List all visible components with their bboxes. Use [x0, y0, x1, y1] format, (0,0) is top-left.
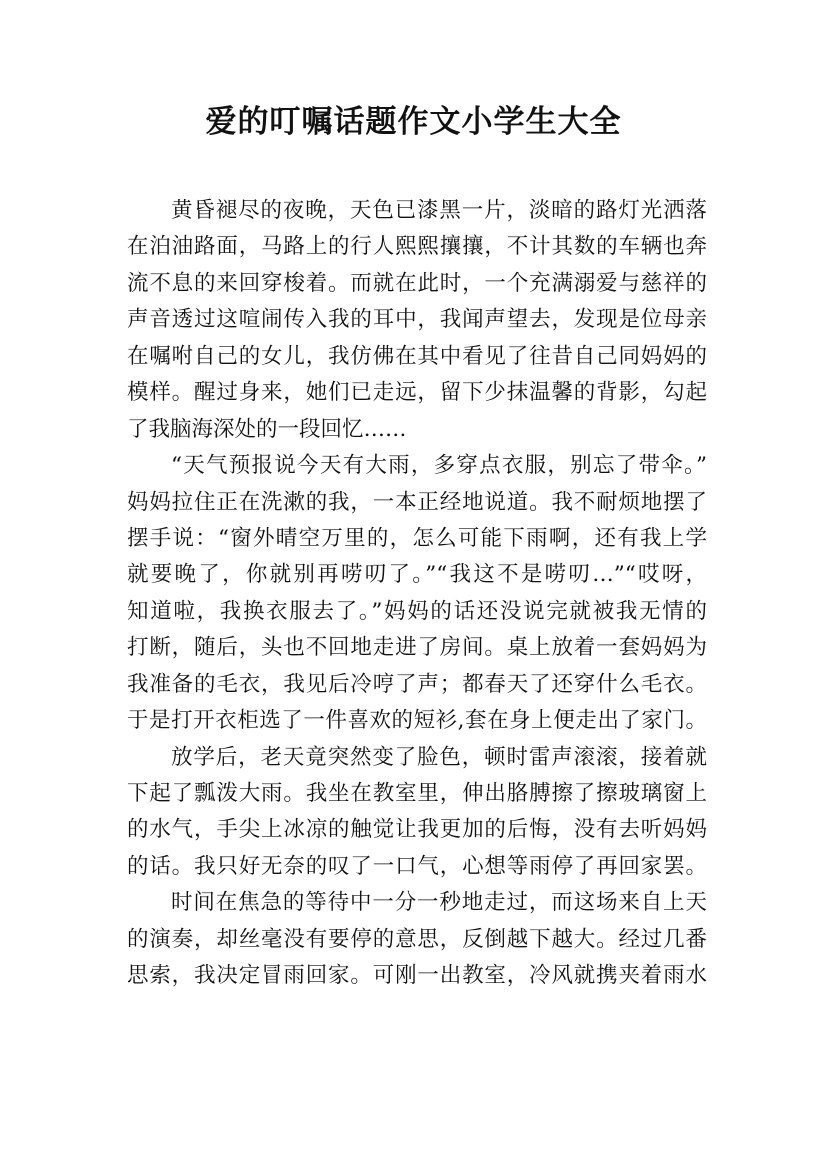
text-line: 流不息的来回穿梭着。而就在此时，一个充满溺爱与慈祥的 — [127, 270, 707, 296]
text-line: 模样。醒过身来，她们已走远，留下少抹温馨的背影，勾起 — [127, 380, 707, 406]
text-line: 声音透过这喧闹传入我的耳中，我闻声望去，发现是位母亲 — [127, 307, 707, 333]
text-line: 放学后，老天竟突然变了脸色，顿时雷声滚滚，接着就 — [171, 744, 707, 770]
text-line: 知道啦，我换衣服去了。”妈妈的话还没说完就被我无情的 — [127, 598, 707, 624]
text-line: 我准备的毛衣，我见后冷哼了声；都春天了还穿什么毛衣。 — [127, 671, 707, 697]
text-line: 的水气，手尖上冰凉的触觉让我更加的后悔，没有去听妈妈 — [127, 817, 707, 843]
text-line: 了我脑海深处的一段回忆…… — [127, 416, 407, 442]
text-line: 思索，我决定冒雨回家。可刚一出教室，冷风就携夹着雨水 — [127, 963, 707, 989]
document-body — [127, 193, 707, 995]
text-line: 黄昏褪尽的夜晚，天色已漆黑一片，淡暗的路灯光洒落 — [171, 198, 707, 223]
text-line: 摆手说：“窗外晴空万里的，怎么可能下雨啊，还有我上学 — [127, 525, 707, 551]
document-title: 爱的叮嘱话题作文小学生大全 — [205, 104, 622, 140]
text-line: 在泊油路面，马路上的行人熙熙攘攘，不计其数的车辆也奔 — [127, 234, 707, 260]
text-line: 就要晚了，你就别再唠叨了。”“我这不是唠叨…”“哎呀， — [127, 562, 707, 588]
text-line: 的演奏，却丝毫没有要停的意思，反倒越下越大。经过几番 — [127, 926, 707, 952]
text-line: 在嘱咐自己的女儿，我仿佛在其中看见了往昔自己同妈妈的 — [127, 343, 707, 369]
text-line: 下起了瓢泼大雨。我坐在教室里，伸出胳膊擦了擦玻璃窗上 — [127, 781, 707, 806]
text-line: 于是打开衣柜选了一件喜欢的短衫,套在身上便走出了家门。 — [127, 708, 707, 734]
text-line: 妈妈拉住正在洗漱的我，一本正经地说道。我不耐烦地摆了 — [127, 489, 707, 515]
text-line: 打断，随后，头也不回地走进了房间。桌上放着一套妈妈为 — [127, 635, 707, 661]
text-line: “天气预报说今天有大雨，多穿点衣服，别忘了带伞。” — [171, 453, 707, 479]
text-line: 的话。我只好无奈的叹了一口气，心想等雨停了再回家罢。 — [127, 853, 707, 879]
text-line: 时间在焦急的等待中一分一秒地走过，而这场来自上天 — [171, 890, 707, 916]
